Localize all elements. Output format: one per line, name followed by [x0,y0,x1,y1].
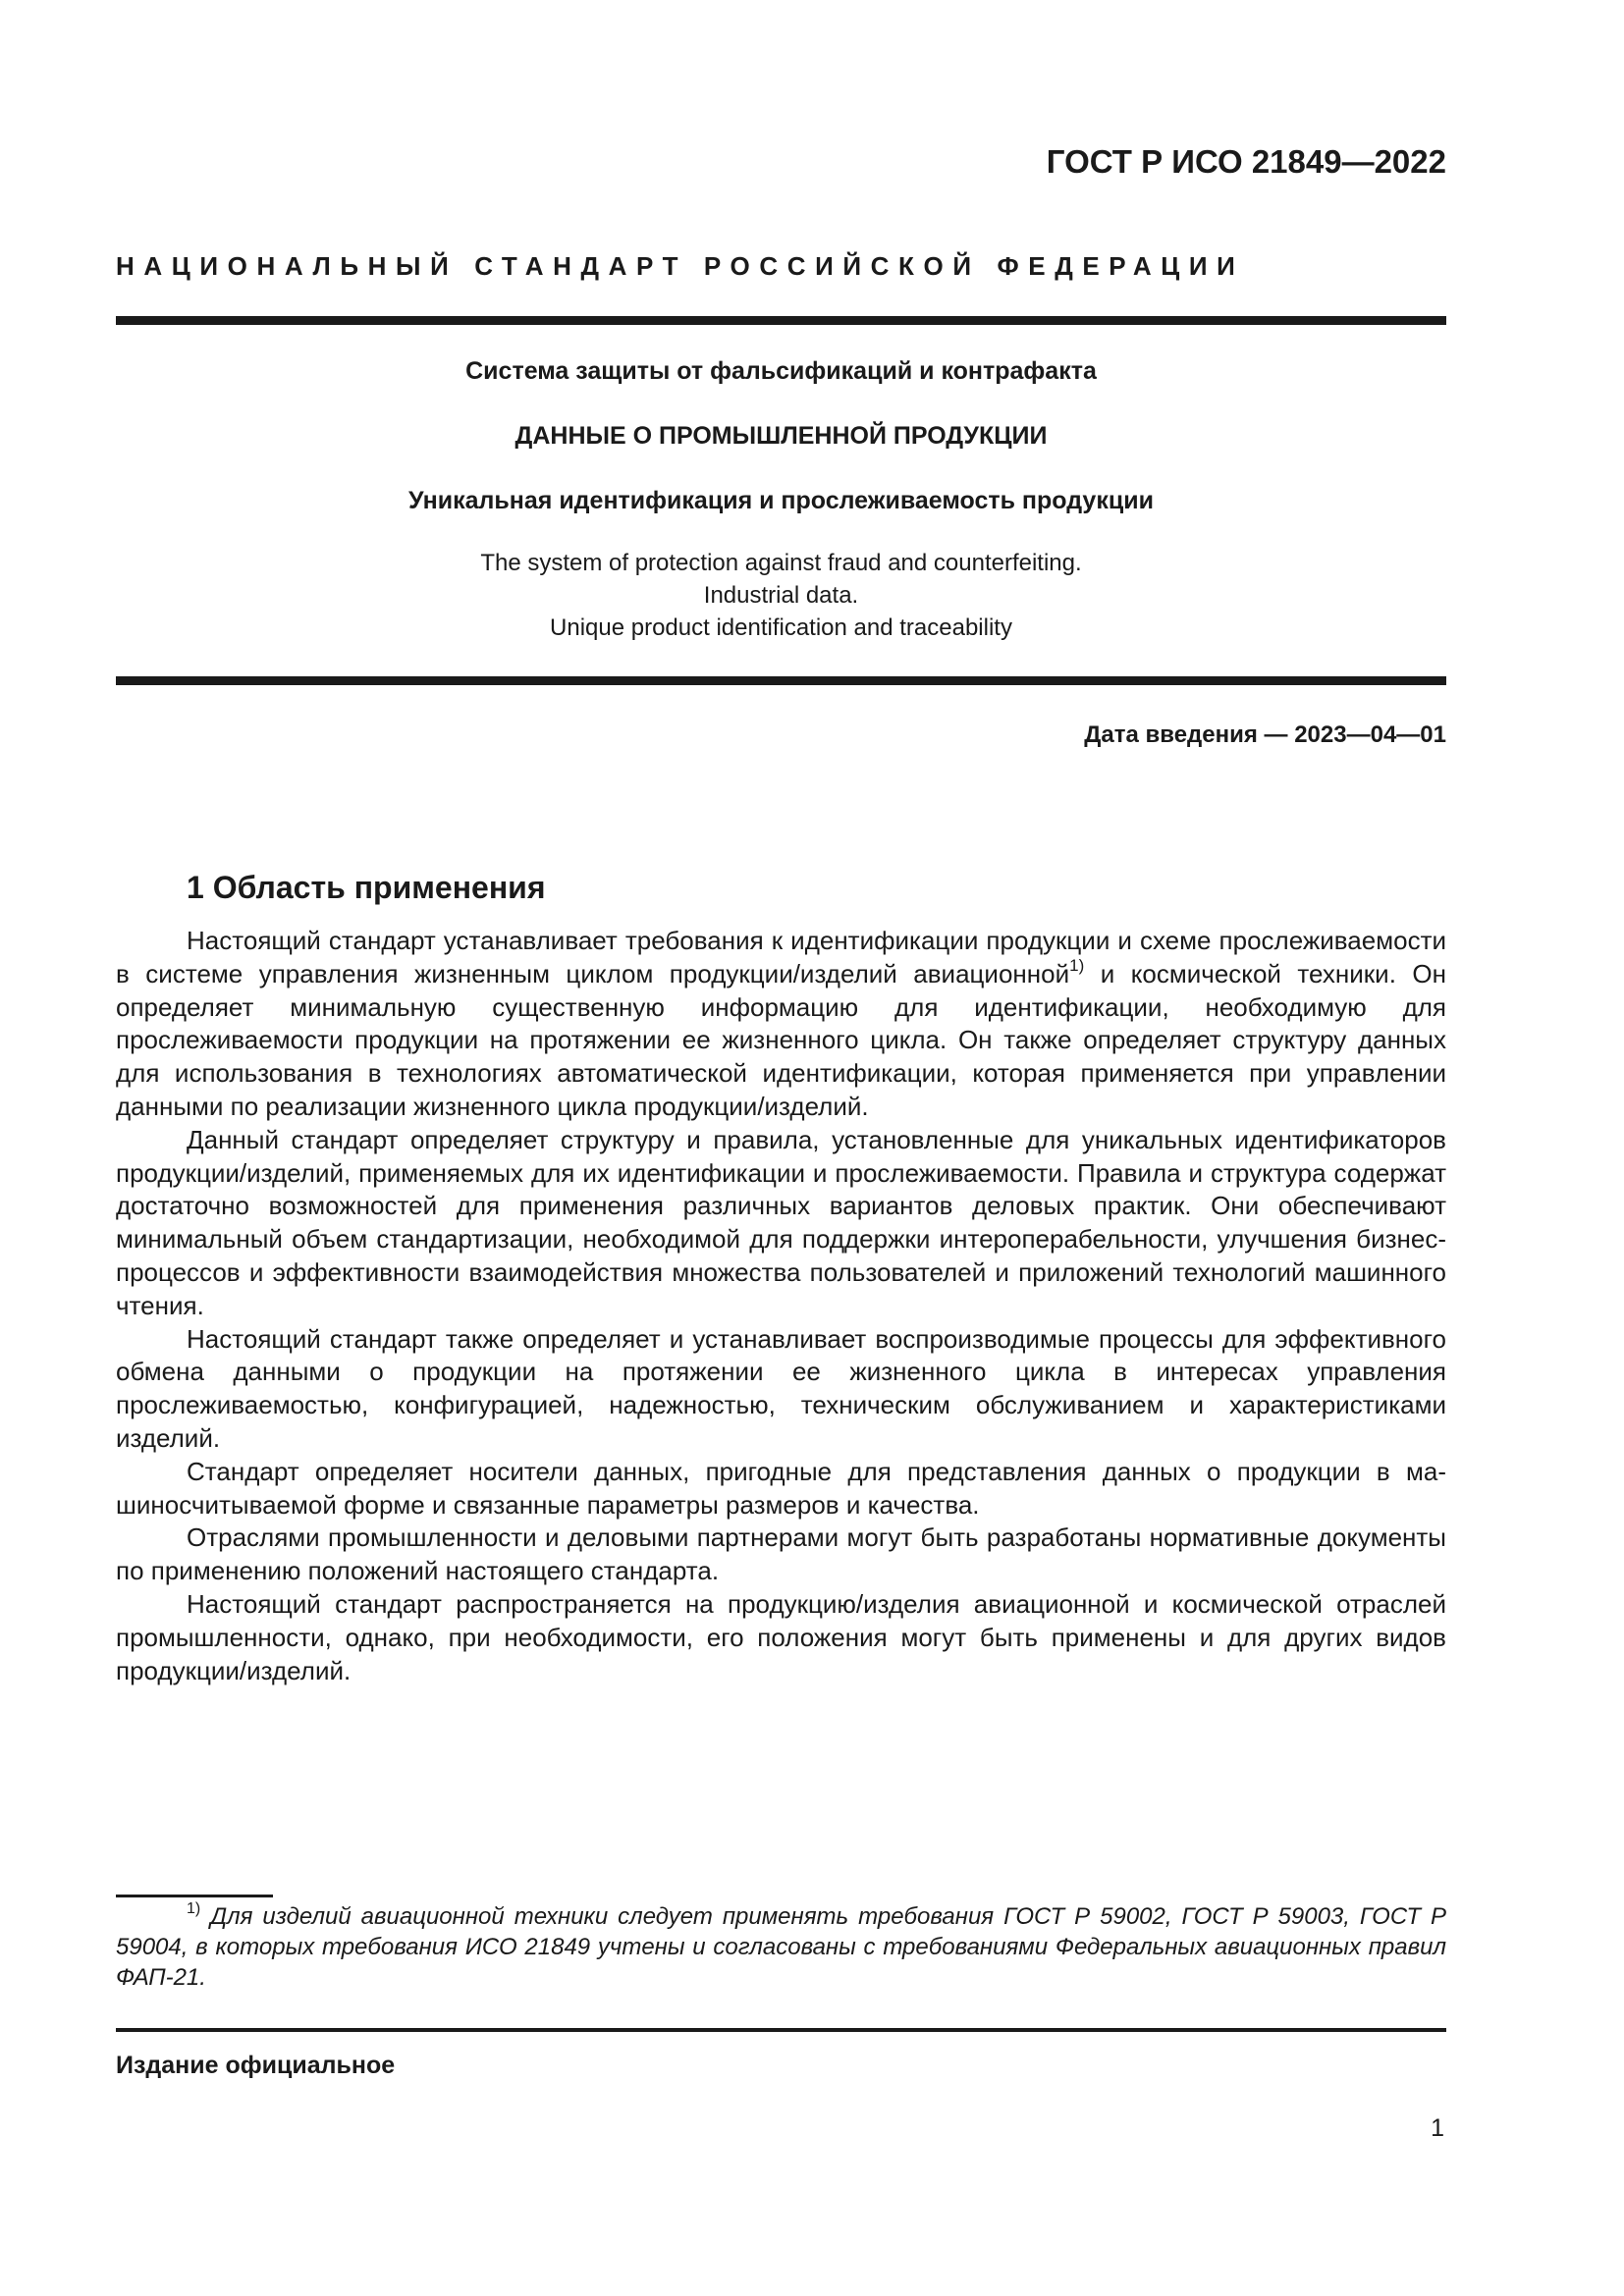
top-divider [116,316,1446,325]
paragraph: Отраслями промышленности и деловыми партнерами могут быть разработаны нормативные документы по применению положений настоящего стандарта. [116,1522,1446,1586]
official-edition: Издание официальное [116,2052,396,2079]
footnote-number: 1) [187,1900,201,1917]
system-title: Система защиты от фальсификаций и контрафакта [465,357,1097,385]
national-standard-heading: НАЦИОНАЛЬНЫЙ СТАНДАРТ РОССИЙСКОЙ ФЕДЕРАЦИИ [116,251,1245,281]
paragraph: Настоящий стандарт распространяется на продукцию/изделия авиационной и космической отраслей промышленности, однако, при необходимости, его положения могут быть применены и для других видов продукции/изделий. [116,1588,1446,1685]
footer-divider [116,2028,1446,2032]
footnote [116,1901,1446,1993]
paragraph: Настоящий стандарт также определяет и устанавливает воспроизводимые процессы для эффективного обмена данными о продукции на протяжении ее жизненного цикла в интересах управления прослеживаемостью, конфигурацией, надежностью, техническим обслуживанием и характеристиками изделий. [116,1323,1446,1453]
paragraph: Настоящий стандарт устанавливает требования к идентификации продукции и схеме прослеживаемости в системе управления жизненным циклом продукции/изделий авиационной$^{1)}$ и космической техники. Он определяет минимальную существенную информацию для идентификации, необходимую для прослеживаемости продукции на протяжении ее жизненного цикла. Он также определяет структуру данных для использования в технологиях автоматической идентификации, которая применяется при управлении данными по реализации жизненного цикла продукции/изделий. [116,926,1446,1121]
section-body [116,925,1446,1687]
main-title: ДАННЫЕ О ПРОМЫШЛЕННОЙ ПРОДУКЦИИ [514,422,1048,450]
english-title [116,547,1446,644]
page-number: 1 [1431,2114,1444,2142]
title-divider [116,676,1446,685]
footnote-text: Для изделий авиационной техники следует применять требования ГОСТ Р 59002, ГОСТ Р 59003, ГОСТ Р 59004, в которых требования ИСО 21849 учтены и согласованы с требованиями Федеральных авиационных правил ФАП-21. [116,1903,1446,1991]
subtitle: Уникальная идентификация и прослеживаемость продукции [408,487,1154,514]
english-title-line: The system of protection against fraud and counterfeiting. [480,550,1082,576]
paragraph: Данный стандарт определяет структуру и правила, установленные для уникальных идентификаторов продукции/изделий, применяемых для их идентификации и прослеживаемости. Правила и структура содержат достаточно возможностей для применения различных вариантов деловых практик. Они обеспечивают минимальный объем стандартизации, необходимой для поддержки интероперабельности, улучшения бизнес-процессов и эффективности взаимодействия множества пользователей и приложений технологий машинного чтения. [116,1124,1446,1320]
footnote-separator [116,1895,273,1897]
standard-number: ГОСТ Р ИСО 21849—2022 [1046,143,1446,180]
section-title: 1 Область применения [187,870,546,905]
english-title-line: Industrial data. [703,582,859,609]
footnote-marker: 1) [1069,956,1085,976]
english-title-line: Unique product identification and traceability [550,614,1012,641]
introduction-date: Дата введения — 2023—04—01 [1084,721,1446,748]
paragraph: Стандарт определяет носители данных, пригодные для представления данных о продукции в машиносчитываемой форме и связанные параметры размеров и качества. [116,1456,1446,1520]
